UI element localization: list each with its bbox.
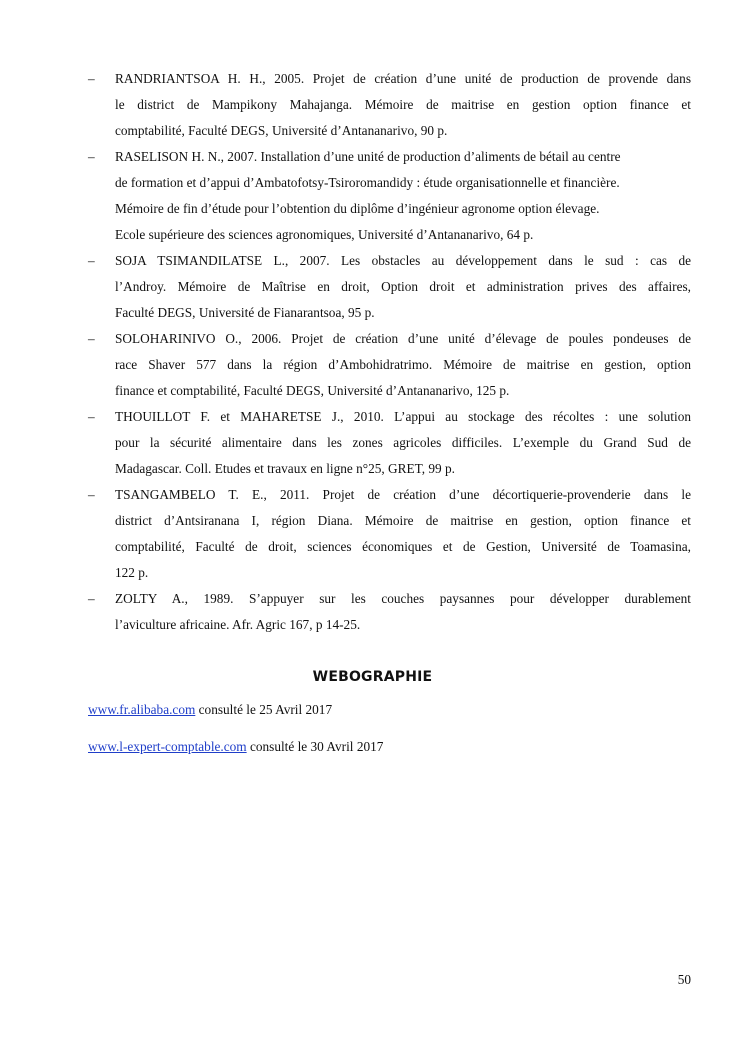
consultation-date: consulté le 25 Avril 2017 (195, 702, 333, 717)
reference-line: l’Androy. Mémoire de Maîtrise en droit, Option droit et administration prives des affaires, (115, 279, 691, 294)
webography-heading: WEBOGRAPHIE (312, 669, 433, 685)
reference-list (88, 66, 691, 638)
webography-entry (88, 700, 332, 720)
reference-line: Ecole supérieure des sciences agronomiques, Université d’Antananarivo, 64 p. (115, 227, 534, 242)
reference-line: ZOLTY A., 1989. S’appuyer sur les couches paysannes pour développer durablement (115, 591, 691, 606)
reference-line: pour la sécurité alimentaire dans les zones agricoles difficiles. L’exemple du Grand Sud de (115, 435, 691, 450)
reference-line: Madagascar. Coll. Etudes et travaux en ligne n°25, GRET, 99 p. (115, 461, 455, 476)
reference-line: district d’Antsiranana I, région Diana. Mémoire de maitrise en gestion, option finance et (115, 513, 691, 528)
reference-line: race Shaver 577 dans la région d’Ambohidratrimo. Mémoire de maitrise en gestion, option (115, 357, 691, 372)
reference-line: RASELISON H. N., 2007. Installation d’une unité de production d’aliments de bétail au centre (115, 149, 621, 164)
reference-text (115, 404, 691, 482)
reference-item (88, 66, 691, 144)
reference-text (115, 586, 691, 638)
reference-item (88, 326, 691, 404)
reference-line: finance et comptabilité, Faculté DEGS, Université d’Antananarivo, 125 p. (115, 383, 510, 398)
dash-marker: – (88, 253, 95, 268)
reference-text (115, 248, 691, 326)
reference-line: comptabilité, Faculté DEGS, Université d’Antananarivo, 90 p. (115, 123, 448, 138)
reference-item (88, 586, 691, 638)
reference-text (115, 144, 691, 248)
reference-item (88, 248, 691, 326)
dash-marker: – (88, 331, 95, 346)
reference-item (88, 404, 691, 482)
reference-line: comptabilité, Faculté de droit, sciences économiques et de Gestion, Université de Toamasina, (115, 539, 691, 554)
dash-marker: – (88, 591, 95, 606)
dash-marker: – (88, 71, 95, 86)
dash-marker: – (88, 149, 95, 164)
reference-item (88, 144, 691, 248)
webography-entry (88, 737, 383, 757)
dash-marker: – (88, 409, 95, 424)
reference-line: l’aviculture africaine. Afr. Agric 167, p 14-25. (115, 617, 361, 632)
reference-text (115, 66, 691, 144)
website-link[interactable]: www.fr.alibaba.com (88, 702, 196, 717)
reference-line: THOUILLOT F. et MAHARETSE J., 2010. L’appui au stockage des récoltes : une solution (115, 409, 691, 424)
dash-marker: – (88, 487, 95, 502)
reference-item (88, 482, 691, 586)
website-link[interactable]: www.l-expert-comptable.com (88, 739, 247, 754)
reference-line: 122 p. (115, 565, 149, 580)
reference-text (115, 482, 691, 586)
reference-line: TSANGAMBELO T. E., 2011. Projet de création d’une décortiquerie-provenderie dans le (115, 487, 691, 502)
reference-line: SOLOHARINIVO O., 2006. Projet de création d’une unité d’élevage de poules pondeuses de (115, 331, 691, 346)
reference-line: Faculté DEGS, Université de Fianarantsoa, 95 p. (115, 305, 375, 320)
reference-text (115, 326, 691, 404)
reference-line: le district de Mampikony Mahajanga. Mémoire de maitrise en gestion option finance et (115, 97, 691, 112)
reference-line: Mémoire de fin d’étude pour l’obtention du diplôme d’ingénieur agronome option élevage. (115, 201, 600, 216)
reference-line: SOJA TSIMANDILATSE L., 2007. Les obstacles au développement dans le sud : cas de (115, 253, 691, 268)
consultation-date: consulté le 30 Avril 2017 (246, 739, 384, 754)
page-number: 50 (677, 972, 691, 987)
reference-line: RANDRIANTSOA H. H., 2005. Projet de création d’une unité de production de provende dans (115, 71, 691, 86)
reference-line: de formation et d’appui d’Ambatofotsy-Tsiroromandidy : étude organisationnelle et financière. (115, 175, 620, 190)
